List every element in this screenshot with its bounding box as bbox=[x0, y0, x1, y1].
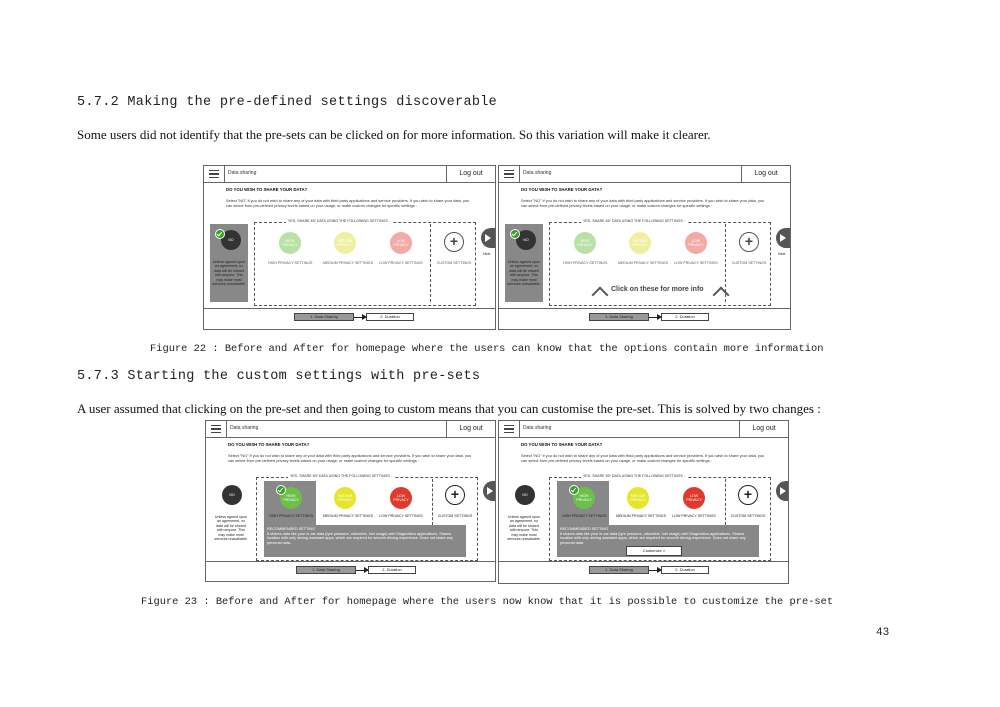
custom-settings-label: CUSTOM SETTINGS bbox=[731, 261, 767, 265]
wireframe-title: Data sharing bbox=[523, 425, 552, 431]
medium-privacy-circle: MEDIUM PRIVACY bbox=[334, 487, 356, 509]
more-info-hint: Click on these for more info bbox=[611, 286, 704, 293]
hamburger-icon bbox=[504, 425, 514, 433]
high-privacy-label: HIGH PRIVACY SETTINGS bbox=[268, 261, 313, 265]
hamburger-icon bbox=[211, 425, 221, 433]
no-option-text: Unless agreed upon an agreement, no data will be shared with anyone. This may make most services unavailable. bbox=[507, 260, 541, 287]
step-duration: 2. Duration bbox=[368, 566, 416, 574]
recommended-setting-text: RECOMMENDED SETTING It shares data like your in-car data (tyre pressure, odometer, fuel usage) with Diagnostics applications. Shares location with only driving assistant apps, which are required for smooth driving experience. Does not share any personal data. bbox=[560, 527, 746, 545]
figure22-before-wireframe bbox=[203, 165, 496, 330]
low-privacy-label: LOW PRIVACY SETTINGS bbox=[674, 261, 718, 265]
section-heading-573: 5.7.3 Starting the custom settings with pre-sets bbox=[77, 369, 481, 384]
arrow-right-icon bbox=[649, 570, 661, 571]
high-privacy-label: HIGH PRIVACY SETTINGS bbox=[562, 514, 607, 518]
plus-icon: + bbox=[445, 485, 465, 505]
no-option-text: Unless agreed upon an agreement, no data will be shared with anyone. This may make most services unavailable. bbox=[507, 515, 541, 542]
plus-icon: + bbox=[444, 232, 464, 252]
medium-privacy-label: MEDIUM PRIVACY SETTINGS bbox=[616, 514, 666, 518]
low-privacy-circle: LOW PRIVACY bbox=[683, 487, 705, 509]
wireframe-title: Data sharing bbox=[228, 170, 257, 176]
check-icon bbox=[510, 229, 520, 239]
next-arrow-icon bbox=[776, 228, 790, 248]
logout-button: Log out bbox=[446, 421, 495, 437]
no-circle: NO bbox=[516, 230, 536, 250]
plus-icon: + bbox=[739, 232, 759, 252]
figure-23-caption: Figure 23 : Before and After for homepage where the users now know that it is possible to customize the pre-set bbox=[141, 596, 834, 608]
high-privacy-circle: HIGH PRIVACY bbox=[280, 487, 302, 509]
check-icon bbox=[215, 229, 225, 239]
paragraph-572: Some users did not identify that the pre-sets can be clicked on for more information. So this variation will make it clearer. bbox=[77, 127, 711, 142]
medium-privacy-label: MEDIUM PRIVACY SETTINGS bbox=[323, 261, 373, 265]
next-arrow-icon bbox=[776, 481, 789, 501]
step-data-sharing: 1. Data Sharing bbox=[294, 313, 354, 321]
figure22-after-wireframe bbox=[498, 165, 791, 330]
section-heading-572: 5.7.2 Making the pre-defined settings discoverable bbox=[77, 95, 498, 110]
high-privacy-label: HIGH PRIVACY SETTINGS bbox=[269, 514, 314, 518]
no-option-text: Unless agreed upon an agreement, no data will be shared with anyone. This may make most services unavailable. bbox=[214, 515, 248, 542]
figure23-before-wireframe bbox=[205, 420, 496, 582]
wireframe-question: DO YOU WISH TO SHARE YOUR DATA? bbox=[228, 442, 310, 447]
next-label: Next bbox=[778, 252, 786, 256]
step-duration: 2. Duration bbox=[661, 313, 709, 321]
low-privacy-label: LOW PRIVACY SETTINGS bbox=[379, 514, 423, 518]
yes-share-label: YES, SHARE MY DATA USING THE FOLLOWING SETTINGS : bbox=[583, 474, 685, 478]
arrow-right-icon bbox=[356, 570, 368, 571]
step-duration: 2. Duration bbox=[661, 566, 709, 574]
wireframe-title: Data sharing bbox=[523, 170, 552, 176]
wireframe-title: Data sharing bbox=[230, 425, 259, 431]
high-privacy-circle: HIGH PRIVACY bbox=[574, 232, 596, 254]
low-privacy-circle: LOW PRIVACY bbox=[390, 232, 412, 254]
yes-share-label: YES, SHARE MY DATA USING THE FOLLOWING SETTINGS : bbox=[288, 219, 390, 223]
yes-share-label: YES, SHARE MY DATA USING THE FOLLOWING SETTINGS : bbox=[290, 474, 392, 478]
next-label: Next bbox=[483, 252, 491, 256]
no-option-text: Unless agreed upon an agreement, no data will be shared with anyone. This may make most services unavailable. bbox=[212, 260, 246, 287]
wireframe-description: Select "NO" if you do not wish to share any of your data with third party applications and service providers. If you wish to share your data, you can select from pre-defined privacy levels based on your usage, or make custom changes for specific settings : bbox=[228, 453, 472, 463]
yes-share-label: YES, SHARE MY DATA USING THE FOLLOWING SETTINGS : bbox=[583, 219, 685, 223]
check-icon bbox=[276, 485, 286, 495]
hamburger-icon bbox=[209, 170, 219, 178]
high-privacy-label: HIGH PRIVACY SETTINGS bbox=[563, 261, 608, 265]
check-icon bbox=[569, 485, 579, 495]
hamburger-icon bbox=[504, 170, 514, 178]
low-privacy-label: LOW PRIVACY SETTINGS bbox=[379, 261, 423, 265]
figure-22-caption: Figure 22 : Before and After for homepage where the users can know that the options contain more information bbox=[150, 343, 824, 355]
recommended-setting-text: RECOMMENDED SETTING It shares data like your in-car data (tyre pressure, odometer, fuel usage) with Diagnostics applications. Shares location with only driving assistant apps, which are required for smooth driving experience. Does not share any personal data. bbox=[267, 527, 453, 545]
figure23-after-wireframe bbox=[498, 420, 789, 584]
wireframe-question: DO YOU WISH TO SHARE YOUR DATA? bbox=[521, 442, 603, 447]
next-arrow-icon bbox=[483, 481, 496, 501]
plus-icon: + bbox=[738, 485, 758, 505]
high-privacy-circle: HIGH PRIVACY bbox=[573, 487, 595, 509]
low-privacy-circle: LOW PRIVACY bbox=[685, 232, 707, 254]
wireframe-description: Select "NO" if you do not wish to share any of your data with third party applications and service providers. If you wish to share your data, you can select from pre-defined privacy levels based on your usage, or make custom changes for specific settings : bbox=[521, 453, 765, 463]
arrow-right-icon bbox=[354, 317, 366, 318]
step-data-sharing: 1. Data Sharing bbox=[589, 566, 649, 574]
wireframe-question: DO YOU WISH TO SHARE YOUR DATA? bbox=[226, 187, 308, 192]
custom-settings-label: CUSTOM SETTINGS bbox=[437, 514, 473, 518]
custom-settings-label: CUSTOM SETTINGS bbox=[730, 514, 766, 518]
arrow-right-icon bbox=[649, 317, 661, 318]
no-circle: NO bbox=[222, 485, 242, 505]
medium-privacy-circle: MEDIUM PRIVACY bbox=[627, 487, 649, 509]
step-data-sharing: 1. Data Sharing bbox=[589, 313, 649, 321]
medium-privacy-label: MEDIUM PRIVACY SETTINGS bbox=[618, 261, 668, 265]
wireframe-description: Select "NO" if you do not wish to share any of your data with third party applications and service providers. If you wish to share your data, you can select from pre-defined privacy levels based on your usage, or make custom changes for specific settings : bbox=[226, 198, 470, 208]
high-privacy-circle: HIGH PRIVACY bbox=[279, 232, 301, 254]
next-arrow-icon bbox=[481, 228, 495, 248]
low-privacy-circle: LOW PRIVACY bbox=[390, 487, 412, 509]
custom-settings-label: CUSTOM SETTINGS bbox=[436, 261, 472, 265]
medium-privacy-label: MEDIUM PRIVACY SETTINGS bbox=[323, 514, 373, 518]
logout-button: Log out bbox=[739, 421, 788, 437]
no-circle: NO bbox=[221, 230, 241, 250]
medium-privacy-circle: MEDIUM PRIVACY bbox=[629, 232, 651, 254]
page-number: 43 bbox=[876, 627, 890, 639]
logout-button: Log out bbox=[446, 166, 495, 182]
medium-privacy-circle: MEDIUM PRIVACY bbox=[334, 232, 356, 254]
paragraph-573: A user assumed that clicking on the pre-set and then going to custom means that you can customise the pre-set. This is solved by two changes : bbox=[77, 401, 821, 416]
no-circle: NO bbox=[515, 485, 535, 505]
step-duration: 2. Duration bbox=[366, 313, 414, 321]
wireframe-description: Select "NO" if you do not wish to share any of your data with third party applications and service providers. If you wish to share your data, you can select from pre-defined privacy levels based on your usage, or make custom changes for specific settings : bbox=[521, 198, 765, 208]
logout-button: Log out bbox=[741, 166, 790, 182]
wireframe-question: DO YOU WISH TO SHARE YOUR DATA? bbox=[521, 187, 603, 192]
low-privacy-label: LOW PRIVACY SETTINGS bbox=[672, 514, 716, 518]
step-data-sharing: 1. Data Sharing bbox=[296, 566, 356, 574]
customize-button: Customize > bbox=[626, 546, 682, 556]
